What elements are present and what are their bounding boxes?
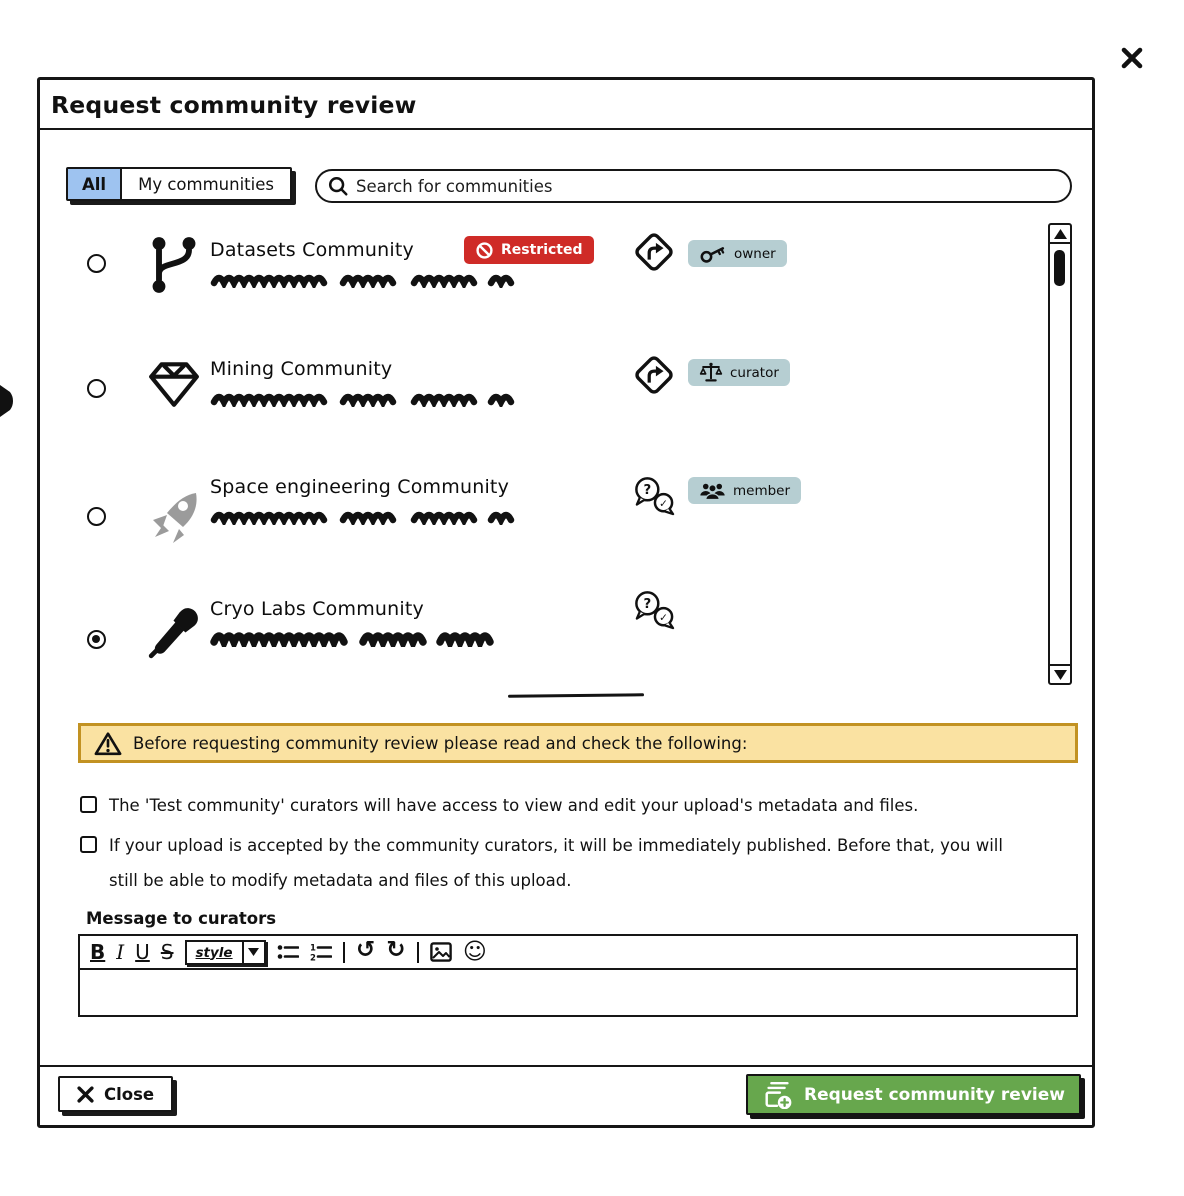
placeholder-scribble (210, 268, 523, 288)
review-chat-icon (632, 476, 676, 516)
numbered-list-icon[interactable] (310, 943, 332, 961)
key-icon (699, 243, 727, 264)
warning-banner (78, 723, 1078, 763)
search-input[interactable] (356, 177, 1060, 196)
role-badge-member: member (688, 477, 801, 504)
community-row-cryo (40, 586, 1040, 678)
placeholder-scribble (210, 505, 523, 525)
community-name: Datasets Community (210, 239, 414, 261)
request-review-button[interactable]: Request community review (746, 1074, 1081, 1115)
community-list-scrollbar[interactable] (1048, 223, 1072, 685)
scroll-down-button[interactable] (1050, 664, 1070, 683)
svg-text:?: ? (643, 483, 652, 499)
eyedropper-icon (147, 605, 201, 659)
prohibition-icon (475, 241, 494, 260)
italic-button[interactable]: I (116, 940, 125, 964)
community-row-mining (40, 346, 1040, 438)
turn-right-sign-icon (632, 353, 676, 397)
svg-text:?: ? (643, 597, 652, 613)
toolbar-divider (343, 942, 345, 963)
bold-button[interactable]: B (90, 940, 106, 964)
community-row-space (40, 464, 1040, 556)
rocket-icon (146, 488, 202, 544)
checkbox-row-publish (80, 834, 1037, 898)
restricted-badge: Restricted (464, 236, 594, 264)
scales-icon (699, 361, 723, 384)
triangle-down-icon (1054, 670, 1067, 680)
add-to-collection-icon (762, 1080, 794, 1109)
svg-text:✓: ✓ (659, 611, 668, 624)
bullet-list-icon[interactable] (277, 943, 299, 961)
warning-triangle-icon (94, 731, 122, 756)
turn-right-sign-icon (632, 230, 676, 274)
message-editor-area (78, 968, 1078, 1017)
close-icon[interactable] (1116, 42, 1148, 74)
review-chat-icon (632, 590, 676, 630)
toolbar-divider (417, 942, 419, 963)
chevron-down-icon (248, 948, 259, 956)
richtext-toolbar (78, 934, 1078, 970)
emoji-button[interactable]: ☺ (462, 938, 487, 965)
community-name: Cryo Labs Community (210, 598, 424, 620)
scrollbar-thumb[interactable] (1054, 250, 1065, 286)
message-input[interactable] (80, 970, 1076, 1015)
scroll-up-button[interactable] (1050, 225, 1070, 244)
checkbox-access[interactable] (80, 796, 97, 813)
radio-space[interactable] (87, 507, 106, 526)
community-filter-tabs (66, 167, 292, 201)
dialog-body (40, 133, 1092, 1065)
radio-mining[interactable] (87, 379, 106, 398)
gem-icon (147, 359, 201, 409)
request-review-dialog (37, 77, 1095, 1128)
svg-text:✓: ✓ (659, 497, 668, 510)
triangle-up-icon (1054, 229, 1067, 239)
search-icon (327, 175, 349, 197)
message-to-curators-label: Message to curators (86, 909, 277, 928)
members-icon (699, 481, 726, 501)
checkbox-access-label: The 'Test community' curators will have access to view and edit your upload's metadata and files. (109, 796, 919, 815)
dialog-footer (40, 1065, 1092, 1125)
strikethrough-button[interactable]: S (160, 940, 174, 964)
checkbox-row-access (80, 794, 918, 823)
insert-image-icon[interactable] (430, 942, 452, 962)
community-row-datasets (40, 227, 1040, 319)
checkbox-publish-label: If your upload is accepted by the community curators, it will be immediately published. Before that, you will still be able to modify metadata and files of this upload. (109, 836, 1003, 890)
placeholder-scribble (210, 627, 496, 647)
svg-text:1: 1 (309, 943, 316, 954)
style-dropdown[interactable]: style (185, 940, 266, 965)
git-branch-icon (147, 235, 201, 295)
checkbox-publish[interactable] (80, 836, 97, 853)
undo-button[interactable]: ↺ (355, 937, 376, 963)
redo-button[interactable]: ↻ (386, 937, 406, 963)
x-icon (77, 1086, 94, 1103)
radio-datasets[interactable] (87, 254, 106, 273)
role-badge-curator: curator (688, 359, 790, 386)
edge-artifact (0, 384, 14, 418)
placeholder-scribble (210, 387, 523, 407)
list-divider-sketch (508, 693, 644, 697)
close-button[interactable]: Close (58, 1076, 173, 1112)
dialog-title: Request community review (40, 80, 1092, 130)
community-search[interactable] (315, 169, 1072, 203)
warning-text: Before requesting community review please read and check the following: (133, 733, 748, 753)
underline-button[interactable]: U (135, 940, 150, 964)
svg-text:2: 2 (309, 953, 316, 961)
community-name: Mining Community (210, 358, 393, 380)
community-name: Space engineering Community (210, 476, 510, 498)
tab-all[interactable]: All (68, 169, 122, 199)
role-badge-owner: owner (688, 240, 787, 267)
tab-my-communities[interactable]: My communities (138, 174, 274, 194)
radio-cryo-selected[interactable] (87, 630, 106, 649)
